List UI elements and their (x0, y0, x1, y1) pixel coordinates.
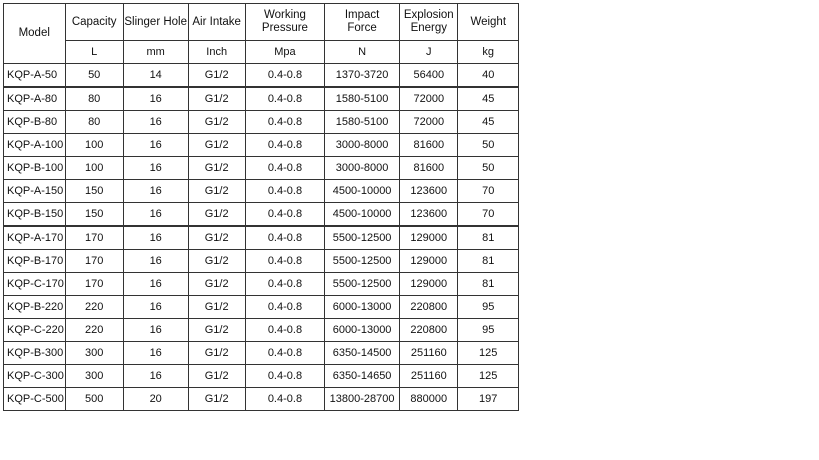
cell-explosion-energy: 72000 (400, 111, 458, 134)
cell-explosion-energy: 129000 (400, 226, 458, 250)
cell-air-intake: G1/2 (188, 180, 245, 203)
table-row (4, 388, 519, 411)
cell-impact-force: 4500-10000 (325, 203, 400, 227)
table-row (4, 273, 519, 296)
cell-slinger-hole: 16 (123, 342, 188, 365)
cell-air-intake: G1/2 (188, 111, 245, 134)
cell-air-intake: G1/2 (188, 87, 245, 111)
cell-working-pressure: 0.4-0.8 (245, 180, 324, 203)
cell-air-intake: G1/2 (188, 64, 245, 88)
unit-working-pressure: Mpa (245, 41, 324, 64)
cell-air-intake: G1/2 (188, 342, 245, 365)
cell-explosion-energy: 72000 (400, 87, 458, 111)
cell-slinger-hole: 16 (123, 296, 188, 319)
cell-model: KQP-A-150 (4, 180, 66, 203)
cell-slinger-hole: 16 (123, 134, 188, 157)
header-explosion-energy: Explosion Energy (400, 4, 458, 41)
cell-air-intake: G1/2 (188, 296, 245, 319)
cell-impact-force: 13800-28700 (325, 388, 400, 411)
header-air-intake: Air Intake (188, 4, 245, 41)
cell-weight: 95 (458, 319, 519, 342)
table-row (4, 226, 519, 250)
cell-working-pressure: 0.4-0.8 (245, 319, 324, 342)
cell-impact-force: 1580-5100 (325, 87, 400, 111)
cell-impact-force: 3000-8000 (325, 157, 400, 180)
cell-air-intake: G1/2 (188, 226, 245, 250)
cell-model: KQP-C-170 (4, 273, 66, 296)
cell-impact-force: 5500-12500 (325, 273, 400, 296)
cell-capacity: 300 (65, 342, 123, 365)
header-slinger-hole: Slinger Hole (123, 4, 188, 41)
table-row (4, 134, 519, 157)
cell-slinger-hole: 16 (123, 111, 188, 134)
table-row (4, 203, 519, 227)
cell-capacity: 100 (65, 157, 123, 180)
cell-working-pressure: 0.4-0.8 (245, 273, 324, 296)
cell-weight: 45 (458, 87, 519, 111)
cell-capacity: 300 (65, 365, 123, 388)
cell-weight: 45 (458, 111, 519, 134)
header-row (4, 4, 519, 41)
header-model: Model (4, 4, 66, 64)
unit-air-intake: Inch (188, 41, 245, 64)
cell-model: KQP-B-220 (4, 296, 66, 319)
cell-explosion-energy: 129000 (400, 273, 458, 296)
cell-explosion-energy: 129000 (400, 250, 458, 273)
cell-slinger-hole: 20 (123, 388, 188, 411)
cell-impact-force: 6350-14500 (325, 342, 400, 365)
cell-impact-force: 3000-8000 (325, 134, 400, 157)
cell-capacity: 100 (65, 134, 123, 157)
cell-impact-force: 6000-13000 (325, 296, 400, 319)
cell-capacity: 170 (65, 273, 123, 296)
cell-weight: 81 (458, 226, 519, 250)
cell-explosion-energy: 123600 (400, 203, 458, 227)
cell-weight: 81 (458, 250, 519, 273)
cell-impact-force: 5500-12500 (325, 226, 400, 250)
cell-working-pressure: 0.4-0.8 (245, 365, 324, 388)
cell-weight: 125 (458, 365, 519, 388)
cell-slinger-hole: 16 (123, 365, 188, 388)
cell-slinger-hole: 14 (123, 64, 188, 88)
cell-weight: 70 (458, 180, 519, 203)
header-impact-force: Impact Force (325, 4, 400, 41)
table-body (4, 64, 519, 411)
cell-weight: 50 (458, 157, 519, 180)
cell-model: KQP-B-80 (4, 111, 66, 134)
unit-impact-force: N (325, 41, 400, 64)
cell-working-pressure: 0.4-0.8 (245, 111, 324, 134)
table-row (4, 87, 519, 111)
cell-working-pressure: 0.4-0.8 (245, 203, 324, 227)
cell-model: KQP-B-170 (4, 250, 66, 273)
unit-slinger-hole: mm (123, 41, 188, 64)
unit-capacity: L (65, 41, 123, 64)
cell-capacity: 150 (65, 203, 123, 227)
cell-slinger-hole: 16 (123, 273, 188, 296)
cell-working-pressure: 0.4-0.8 (245, 296, 324, 319)
cell-model: KQP-C-300 (4, 365, 66, 388)
cell-capacity: 80 (65, 111, 123, 134)
cell-impact-force: 1370-3720 (325, 64, 400, 88)
unit-explosion-energy: J (400, 41, 458, 64)
cell-slinger-hole: 16 (123, 250, 188, 273)
cell-weight: 70 (458, 203, 519, 227)
table-row (4, 319, 519, 342)
header-weight: Weight (458, 4, 519, 41)
cell-impact-force: 6000-13000 (325, 319, 400, 342)
cell-slinger-hole: 16 (123, 157, 188, 180)
cell-capacity: 170 (65, 226, 123, 250)
cell-air-intake: G1/2 (188, 134, 245, 157)
cell-working-pressure: 0.4-0.8 (245, 342, 324, 365)
cell-air-intake: G1/2 (188, 273, 245, 296)
table-row (4, 180, 519, 203)
cell-working-pressure: 0.4-0.8 (245, 64, 324, 88)
cell-capacity: 220 (65, 319, 123, 342)
units-row (4, 41, 519, 64)
cell-capacity: 50 (65, 64, 123, 88)
cell-explosion-energy: 220800 (400, 319, 458, 342)
cell-working-pressure: 0.4-0.8 (245, 226, 324, 250)
cell-air-intake: G1/2 (188, 203, 245, 227)
cell-model: KQP-B-150 (4, 203, 66, 227)
cell-explosion-energy: 251160 (400, 342, 458, 365)
table-row (4, 342, 519, 365)
table-row (4, 250, 519, 273)
unit-weight: kg (458, 41, 519, 64)
cell-working-pressure: 0.4-0.8 (245, 157, 324, 180)
cell-slinger-hole: 16 (123, 203, 188, 227)
cell-explosion-energy: 56400 (400, 64, 458, 88)
cell-air-intake: G1/2 (188, 388, 245, 411)
table-row (4, 64, 519, 88)
cell-capacity: 170 (65, 250, 123, 273)
cell-model: KQP-B-300 (4, 342, 66, 365)
cell-impact-force: 4500-10000 (325, 180, 400, 203)
cell-model: KQP-B-100 (4, 157, 66, 180)
cell-model: KQP-C-220 (4, 319, 66, 342)
cell-impact-force: 5500-12500 (325, 250, 400, 273)
cell-model: KQP-A-170 (4, 226, 66, 250)
cell-explosion-energy: 880000 (400, 388, 458, 411)
cell-impact-force: 1580-5100 (325, 111, 400, 134)
specification-table (3, 3, 519, 411)
cell-capacity: 220 (65, 296, 123, 319)
cell-slinger-hole: 16 (123, 319, 188, 342)
cell-weight: 81 (458, 273, 519, 296)
cell-slinger-hole: 16 (123, 180, 188, 203)
cell-working-pressure: 0.4-0.8 (245, 87, 324, 111)
cell-explosion-energy: 81600 (400, 134, 458, 157)
cell-explosion-energy: 220800 (400, 296, 458, 319)
table-row (4, 296, 519, 319)
cell-capacity: 80 (65, 87, 123, 111)
cell-model: KQP-A-50 (4, 64, 66, 88)
cell-weight: 125 (458, 342, 519, 365)
cell-air-intake: G1/2 (188, 157, 245, 180)
cell-capacity: 500 (65, 388, 123, 411)
cell-model: KQP-A-100 (4, 134, 66, 157)
header-working-pressure: Working Pressure (245, 4, 324, 41)
cell-slinger-hole: 16 (123, 226, 188, 250)
cell-weight: 40 (458, 64, 519, 88)
cell-working-pressure: 0.4-0.8 (245, 250, 324, 273)
cell-weight: 50 (458, 134, 519, 157)
cell-air-intake: G1/2 (188, 319, 245, 342)
cell-slinger-hole: 16 (123, 87, 188, 111)
cell-air-intake: G1/2 (188, 365, 245, 388)
table-row (4, 111, 519, 134)
cell-capacity: 150 (65, 180, 123, 203)
table-row (4, 365, 519, 388)
cell-impact-force: 6350-14650 (325, 365, 400, 388)
cell-explosion-energy: 251160 (400, 365, 458, 388)
cell-working-pressure: 0.4-0.8 (245, 134, 324, 157)
cell-air-intake: G1/2 (188, 250, 245, 273)
cell-weight: 197 (458, 388, 519, 411)
cell-explosion-energy: 123600 (400, 180, 458, 203)
cell-model: KQP-C-500 (4, 388, 66, 411)
header-capacity: Capacity (65, 4, 123, 41)
cell-model: KQP-A-80 (4, 87, 66, 111)
cell-working-pressure: 0.4-0.8 (245, 388, 324, 411)
table-row (4, 157, 519, 180)
cell-weight: 95 (458, 296, 519, 319)
cell-explosion-energy: 81600 (400, 157, 458, 180)
